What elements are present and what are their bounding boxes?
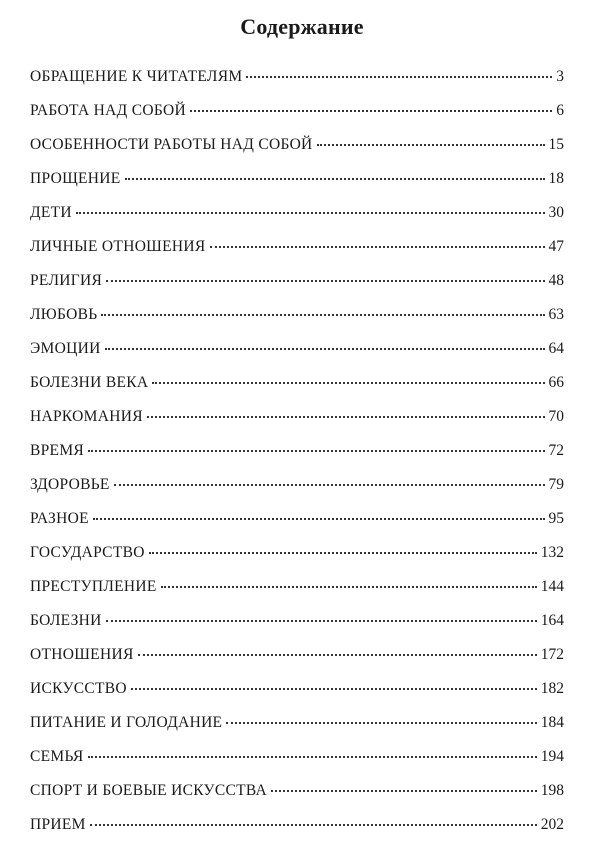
toc-entry-label: ПРЕСТУПЛЕНИЕ xyxy=(30,578,157,595)
toc-entry-label: ВРЕМЯ xyxy=(30,442,85,459)
page-title: Содержание xyxy=(240,14,364,39)
toc-entry-page-number: 95 xyxy=(548,510,564,527)
toc-entry-label: ГОСУДАРСТВО xyxy=(30,544,145,561)
toc-entry-label: ПРИЕМ xyxy=(30,816,86,833)
toc-entry xyxy=(30,748,564,782)
toc-entry-page-number: 70 xyxy=(548,408,564,425)
toc-leader-dots xyxy=(246,76,552,78)
toc-entry xyxy=(30,714,564,748)
toc-entry-label: БОЛЕЗНИ ВЕКА xyxy=(30,374,149,391)
toc-entry-label: НАРКОМАНИЯ xyxy=(30,408,143,425)
toc-entry-page-number: 79 xyxy=(548,476,564,493)
toc-entry-page-number: 164 xyxy=(540,612,564,629)
toc-leader-dots xyxy=(125,178,545,180)
toc-leader-dots xyxy=(210,246,545,248)
toc-entry xyxy=(30,612,564,646)
toc-leader-dots xyxy=(106,620,537,622)
toc-entry-label: ЛЮБОВЬ xyxy=(30,306,98,323)
toc-entry-label: РАЗНОЕ xyxy=(30,510,89,527)
toc-entry-page-number: 6 xyxy=(556,102,564,119)
toc-entry-page-number: 144 xyxy=(540,578,564,595)
table-of-contents xyxy=(30,68,564,850)
toc-entry-label: ОТНОШЕНИЯ xyxy=(30,646,134,663)
toc-entry xyxy=(30,510,564,544)
toc-entry xyxy=(30,68,564,102)
toc-entry-page-number: 194 xyxy=(540,748,564,765)
toc-entry-page-number: 66 xyxy=(548,374,564,391)
toc-entry-page-number: 47 xyxy=(548,238,564,255)
toc-leader-dots xyxy=(138,654,537,656)
toc-leader-dots xyxy=(147,416,545,418)
toc-entry-label: СПОРТ И БОЕВЫЕ ИСКУССТВА xyxy=(30,782,268,799)
toc-leader-dots xyxy=(90,824,537,826)
toc-entry xyxy=(30,136,564,170)
toc-leader-dots xyxy=(317,144,545,146)
toc-leader-dots xyxy=(88,450,544,452)
toc-entry xyxy=(30,816,564,850)
toc-entry xyxy=(30,272,564,306)
toc-entry xyxy=(30,578,564,612)
toc-entry xyxy=(30,408,564,442)
toc-entry xyxy=(30,238,564,272)
toc-leader-dots xyxy=(101,314,544,316)
toc-leader-dots xyxy=(161,586,537,588)
toc-entry-label: ОБРАЩЕНИЕ К ЧИТАТЕЛЯМ xyxy=(30,68,243,85)
toc-leader-dots xyxy=(190,110,552,112)
toc-entry-page-number: 63 xyxy=(548,306,564,323)
toc-entry-page-number: 202 xyxy=(540,816,564,833)
toc-entry-label: ДЕТИ xyxy=(30,204,72,221)
toc-leader-dots xyxy=(149,552,537,554)
toc-leader-dots xyxy=(88,756,537,758)
toc-entry xyxy=(30,170,564,204)
toc-entry-page-number: 64 xyxy=(548,340,564,357)
toc-entry-page-number: 3 xyxy=(556,68,564,85)
toc-entry-label: СЕМЬЯ xyxy=(30,748,84,765)
toc-entry xyxy=(30,680,564,714)
toc-entry-page-number: 172 xyxy=(540,646,564,663)
toc-leader-dots xyxy=(131,688,537,690)
toc-entry xyxy=(30,204,564,238)
toc-entry-label: ПИТАНИЕ И ГОЛОДАНИЕ xyxy=(30,714,223,731)
toc-entry xyxy=(30,340,564,374)
toc-entry-page-number: 132 xyxy=(540,544,564,561)
toc-leader-dots xyxy=(271,790,537,792)
toc-entry-page-number: 184 xyxy=(540,714,564,731)
toc-entry-label: ЗДОРОВЬЕ xyxy=(30,476,110,493)
toc-entry xyxy=(30,646,564,680)
toc-entry-page-number: 18 xyxy=(548,170,564,187)
toc-entry-label: РЕЛИГИЯ xyxy=(30,272,103,289)
toc-leader-dots xyxy=(105,348,545,350)
toc-entry xyxy=(30,102,564,136)
toc-entry-label: БОЛЕЗНИ xyxy=(30,612,102,629)
toc-entry-page-number: 72 xyxy=(548,442,564,459)
toc-entry-page-number: 30 xyxy=(548,204,564,221)
toc-entry-page-number: 15 xyxy=(548,136,564,153)
toc-entry xyxy=(30,476,564,510)
toc-entry-label: ЭМОЦИИ xyxy=(30,340,101,357)
toc-leader-dots xyxy=(226,722,536,724)
toc-leader-dots xyxy=(152,382,544,384)
toc-entry-page-number: 198 xyxy=(540,782,564,799)
toc-entry-label: РАБОТА НАД СОБОЙ xyxy=(30,102,186,119)
toc-entry-label: ПРОЩЕНИЕ xyxy=(30,170,121,187)
toc-leader-dots xyxy=(76,212,545,214)
toc-leader-dots xyxy=(93,518,545,520)
toc-leader-dots xyxy=(114,484,545,486)
toc-entry-label: ЛИЧНЫЕ ОТНОШЕНИЯ xyxy=(30,238,206,255)
toc-entry xyxy=(30,544,564,578)
toc-entry xyxy=(30,782,564,816)
toc-leader-dots xyxy=(106,280,544,282)
toc-entry-label: ИСКУССТВО xyxy=(30,680,127,697)
toc-entry xyxy=(30,442,564,476)
toc-entry xyxy=(30,374,564,408)
toc-entry-label: ОСОБЕННОСТИ РАБОТЫ НАД СОБОЙ xyxy=(30,136,313,153)
toc-entry xyxy=(30,306,564,340)
toc-entry-page-number: 48 xyxy=(548,272,564,289)
toc-entry-page-number: 182 xyxy=(540,680,564,697)
